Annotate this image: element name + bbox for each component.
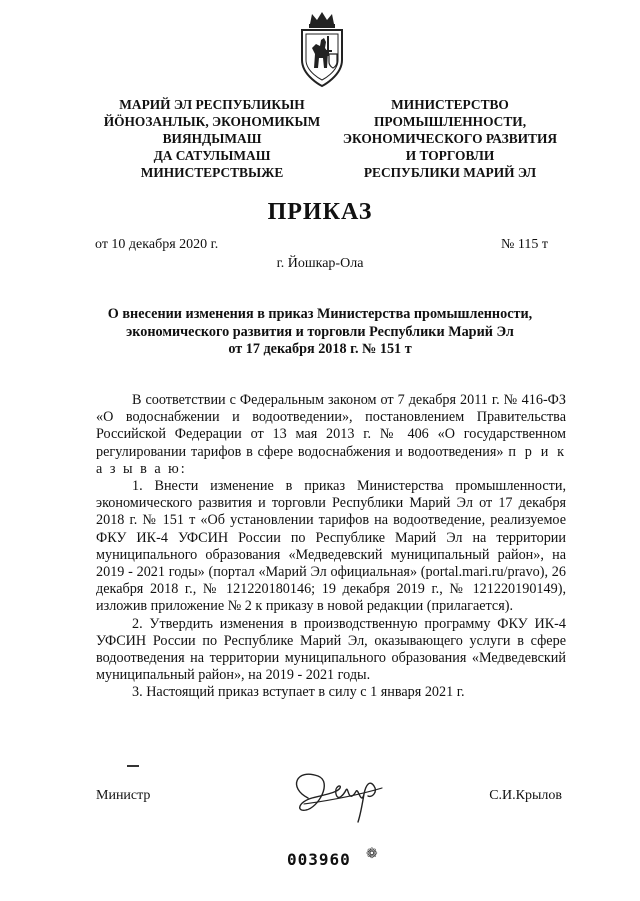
signatory-name: С.И.Крылов	[489, 788, 562, 803]
item-1-paragraph: 1. Внести изменение в приказ Министерства промышленности, экономического развития и торговли Республики Марий Эл от 17 декабря 2018 г. № 151 т «Об установлении тарифов на водоотведение, реализуемое ФКУ ИК-4 УФСИН России по Республике Марий Эл на территории муниципального образования «Медведевский муниципальный район», на 2019 - 2021 годы» (портал «Марий Эл официальная» (portal.mari.ru/pravo), 26 декабря 2018 г., № 121220180146; 19 декабря 2019 г., № 121220190149), изложив приложение № 2 к приказу в новой редакции (прилагается).	[96, 478, 566, 615]
subject-line: О внесении изменения в приказ Министерства промышленности,	[107, 306, 533, 322]
handwritten-signature	[278, 758, 398, 828]
document-body	[96, 392, 566, 702]
header-left-line: ЙӦНОЗАНЛЫК, ЭКОНОМИКЫМ	[103, 114, 321, 129]
header-left-ministry-mari	[96, 96, 328, 181]
ink-mark	[127, 765, 139, 767]
signatory-title: Министр	[96, 788, 151, 803]
coat-of-arms-icon	[298, 10, 346, 90]
document-number: № 115 т	[501, 237, 548, 252]
header-left-line: ВИЯНДЫМАШ	[162, 131, 262, 146]
document-date: от 10 декабря 2020 г.	[95, 237, 219, 252]
preamble-text: В соответствии с Федеральным законом от 7 декабря 2011 г. № 416-ФЗ «О водоснабжении и водоотведении», постановлением Правительства Российской Федерации от 13 мая 2013 г. № 406 «О государственном регулировании тарифов в сфере водоснабжения и водоотведения»	[96, 392, 566, 460]
orders-word: п р и к а з ы в а ю:	[96, 443, 567, 477]
document-title: ПРИКАЗ	[267, 199, 373, 225]
header-right-line: ПРОМЫШЛЕННОСТИ,	[373, 114, 527, 129]
subject-line: от 17 декабря 2018 г. № 151 т	[228, 341, 412, 357]
subject-line: экономического развития и торговли Республики Марий Эл	[126, 323, 514, 340]
preamble-paragraph	[96, 392, 566, 478]
header-right-line: РЕСПУБЛИКИ МАРИЙ ЭЛ	[363, 165, 537, 180]
header-right-line: МИНИСТЕРСТВО	[391, 97, 509, 112]
item-2-paragraph: 2. Утвердить изменения в производственную программу ФКУ ИК-4 УФСИН России по Республике Марий Эл, оказывающего услуги в сфере водоотведения на территории муниципального образования «Медведевский муниципальный район», на 2019 - 2021 годы.	[96, 615, 566, 684]
header-right-line: ЭКОНОМИЧЕСКОГО РАЗВИТИЯ	[342, 131, 558, 146]
header-right-ministry-russian	[334, 96, 566, 181]
header-left-line: ДА САТУЛЫМАШ	[153, 148, 271, 163]
serial-number: 003960	[287, 850, 351, 869]
stamp-mark-icon: ❁	[366, 846, 378, 862]
document-city: г. Йошкар-Ола	[276, 256, 364, 271]
item-3-paragraph: 3. Настоящий приказ вступает в силу с 1 января 2021 г.	[132, 684, 465, 701]
header-left-line: МАРИЙ ЭЛ РЕСПУБЛИКЫН	[119, 97, 305, 112]
header-left-line: МИНИСТЕРСТВЫЖЕ	[140, 165, 284, 180]
document-subject	[100, 306, 540, 359]
header-right-line: И ТОРГОВЛИ	[405, 148, 495, 163]
